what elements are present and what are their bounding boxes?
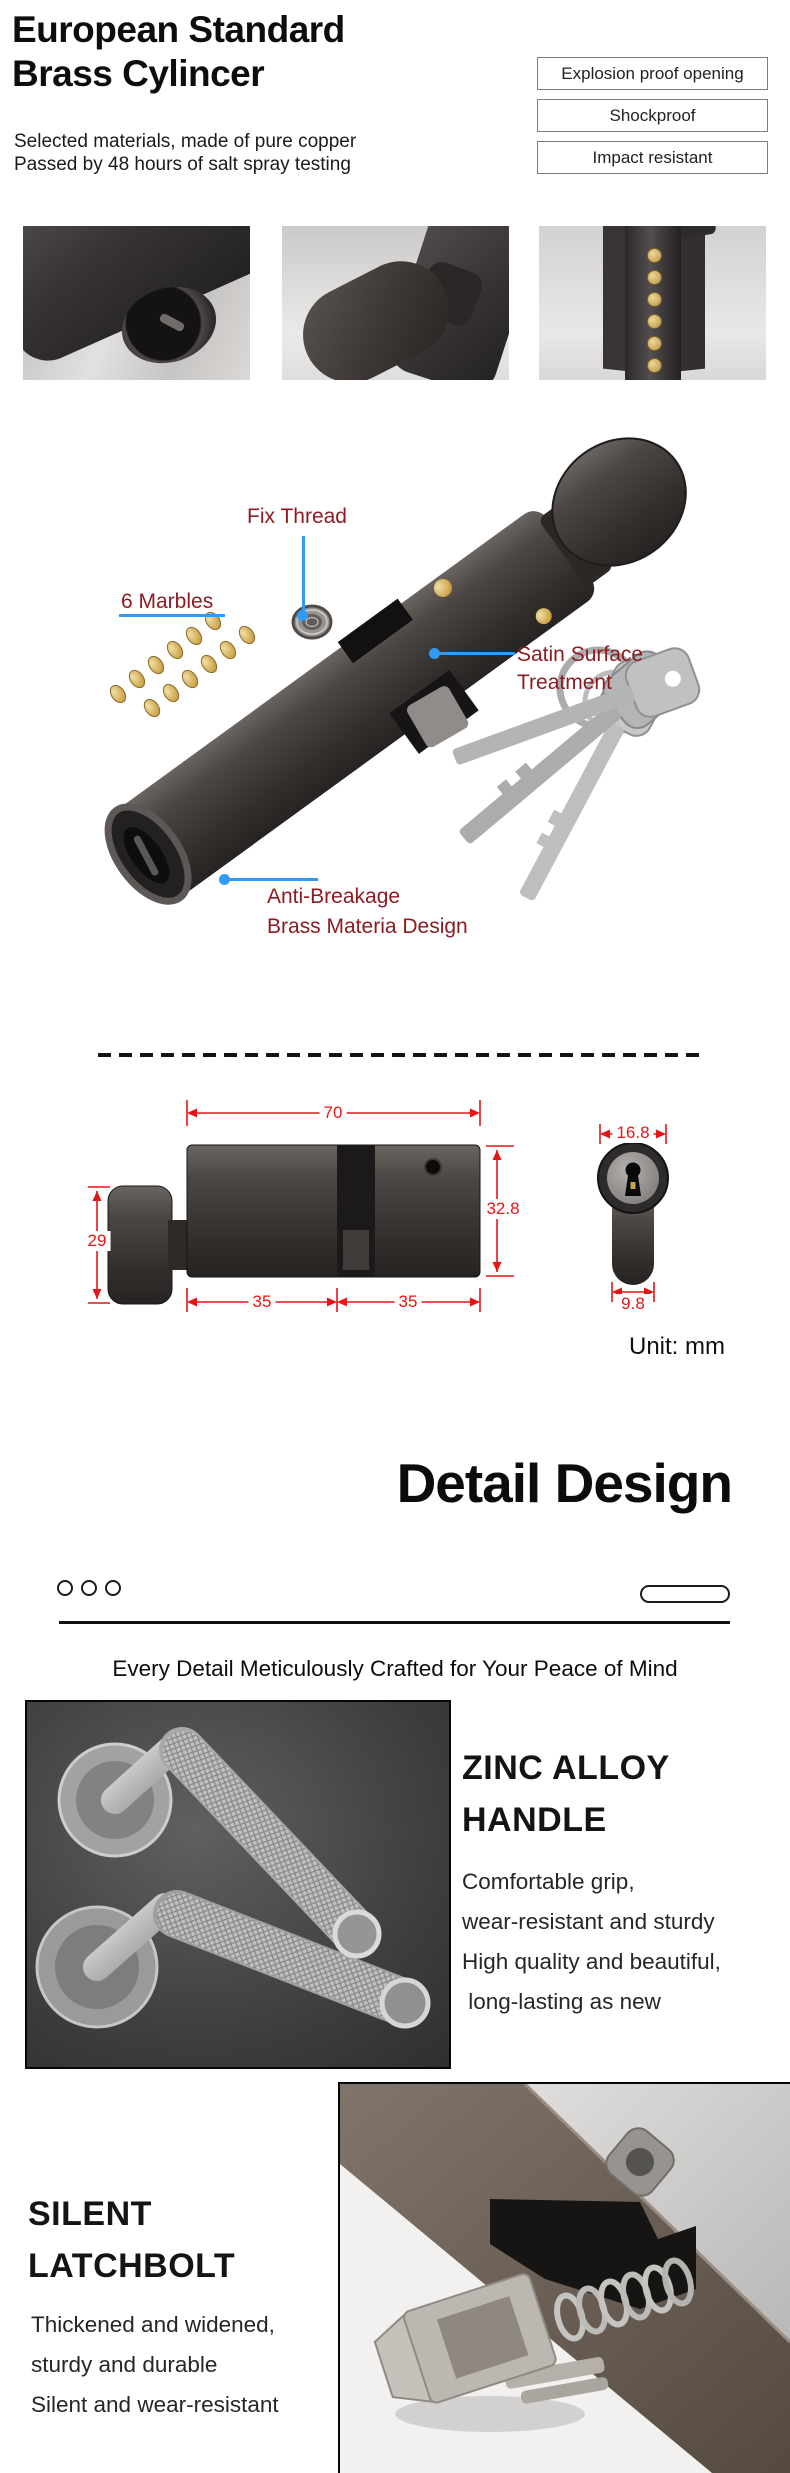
circle-ornament-icon	[105, 1580, 121, 1596]
subtitle-line2: Passed by 48 hours of salt spray testing	[14, 154, 351, 175]
circle-ornament-icon	[57, 1580, 73, 1596]
latchbolt-photo-drawing	[340, 2084, 790, 2473]
dim-stem-9-8: 9.8	[617, 1294, 649, 1314]
brass-pin-icon	[647, 336, 662, 351]
brass-pin-icon	[647, 358, 662, 373]
dim-length-70: 70	[320, 1103, 347, 1123]
page-title	[12, 8, 442, 96]
latch-body-line: Thickened and widened,	[31, 2312, 275, 2337]
latch-heading-line1: SILENT	[28, 2195, 152, 2233]
detail-design-title: Detail Design	[396, 1452, 732, 1514]
brass-pin-icon	[647, 270, 662, 285]
front-view-drawing	[598, 1143, 668, 1285]
latch-body-line: sturdy and durable	[31, 2352, 218, 2377]
anti-breakage-line1: Anti-Breakage	[267, 885, 401, 908]
fix-thread-leader-line	[302, 536, 305, 616]
brass-pin-icon	[647, 314, 662, 329]
handle-photo	[25, 1700, 451, 2069]
feature-badge-shockproof: Shockproof	[537, 99, 768, 132]
dim-face-16-8: 16.8	[612, 1123, 653, 1143]
handle-body-line: wear-resistant and sturdy	[462, 1909, 715, 1934]
anti-breakage-leader-line	[230, 878, 318, 881]
dim-height-32-8: 32.8	[482, 1199, 523, 1219]
fix-thread-pointer-dot	[297, 610, 308, 621]
detail-design-subtitle: Every Detail Meticulously Crafted for Your Peace of Mind	[112, 1656, 678, 1681]
anti-breakage-line2: Brass Materia Design	[267, 915, 468, 938]
marbles-underline	[119, 614, 225, 617]
handle-body-line: long-lasting as new	[462, 1989, 661, 2014]
three-circles-ornament	[57, 1580, 121, 1596]
latchbolt-photo	[338, 2082, 790, 2473]
thumbnail-thumbturn-photo	[282, 226, 509, 380]
fix-thread-label: Fix Thread	[247, 505, 347, 528]
anti-breakage-pointer-dot	[219, 874, 230, 885]
dashed-divider	[98, 1053, 700, 1057]
handle-body-line: High quality and beautiful,	[462, 1949, 721, 1974]
latch-body-line: Silent and wear-resistant	[31, 2392, 279, 2417]
anti-breakage-label	[267, 882, 468, 942]
page-title-line2: Brass Cylincer	[12, 53, 265, 94]
latch-heading-line2: LATCHBOLT	[28, 2247, 236, 2285]
satin-label-line2: Treatment	[517, 671, 612, 694]
side-view-drawing	[108, 1145, 480, 1304]
brass-pins-group	[107, 609, 258, 719]
feature-badge-explosion: Explosion proof opening	[537, 57, 768, 90]
handle-body-text	[462, 1862, 721, 2022]
dim-half-35-right: 35	[395, 1292, 422, 1312]
latch-heading	[28, 2188, 235, 2292]
handle-heading-line2: HANDLE	[462, 1801, 607, 1839]
satin-label-line1: Satin Surface	[517, 643, 644, 666]
dim-knob-29: 29	[84, 1231, 111, 1251]
handle-heading	[462, 1742, 670, 1846]
latch-body-text	[31, 2305, 279, 2425]
pill-ornament-icon	[640, 1585, 730, 1603]
satin-pointer-dot	[429, 648, 440, 659]
satin-label	[517, 641, 643, 697]
cylinder-fin-shape	[679, 226, 705, 371]
thumbnail-pins-photo	[539, 226, 766, 380]
satin-leader-line	[440, 652, 515, 655]
section-rule	[59, 1621, 730, 1624]
circle-ornament-icon	[81, 1580, 97, 1596]
thumbnail-keyhole-photo	[23, 226, 250, 380]
unit-label: Unit: mm	[629, 1333, 725, 1360]
page-title-line1: European Standard	[12, 9, 345, 50]
handle-heading-line1: ZINC ALLOY	[462, 1749, 670, 1787]
cylinder-annotated-photo	[0, 430, 790, 1050]
brass-pin-icon	[647, 248, 662, 263]
handle-body-line: Comfortable grip,	[462, 1869, 635, 1894]
dim-half-35-left: 35	[249, 1292, 276, 1312]
feature-badge-impact: Impact resistant	[537, 141, 768, 174]
marbles-label: 6 Marbles	[121, 590, 214, 613]
subtitle-line1: Selected materials, made of pure copper	[14, 131, 357, 152]
handle-photo-drawing	[27, 1702, 449, 2067]
brass-pin-icon	[647, 292, 662, 307]
